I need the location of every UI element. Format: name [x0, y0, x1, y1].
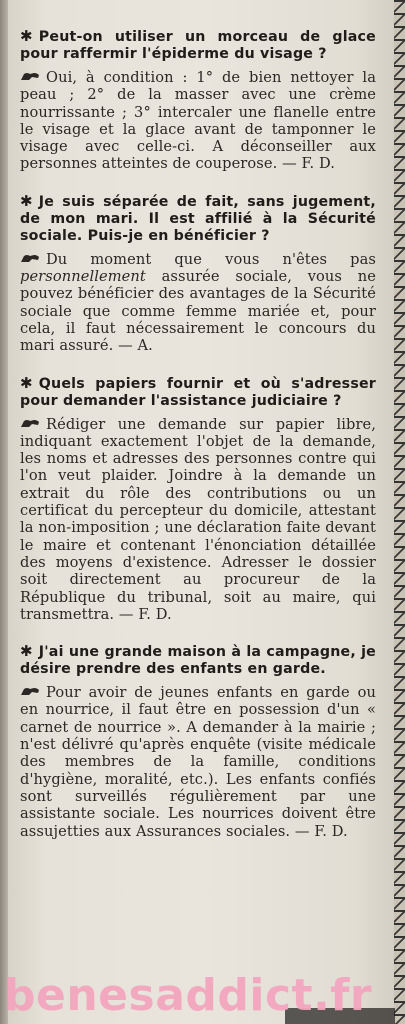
answer-text: assurée sociale, vous ne pouvez bénéficier des avantages de la Sécurité sociale que comme femme mariée et, pour cela, il faut nécessairement le concours du mari assuré. — A. — [20, 268, 376, 355]
watermark: benesaddict.fr — [4, 970, 373, 1021]
star-icon: ✱ — [20, 642, 33, 661]
question — [20, 375, 376, 410]
answer-emphasis: personnellement — [20, 268, 146, 286]
pointing-hand-icon — [20, 687, 40, 696]
star-icon: ✱ — [20, 27, 33, 45]
question-text: Je suis séparée de fait, sans jugement, de mon mari. Il est affilié à la Sécurité sociale. Puis-je en bénéficier ? — [20, 193, 376, 244]
star-icon: ✱ — [20, 191, 33, 210]
answer — [20, 251, 376, 355]
question — [20, 28, 376, 63]
qa-column — [20, 28, 376, 860]
qa-item — [20, 643, 376, 840]
question-text: J'ai une grande maison à la campagne, je désire prendre des enfants en garde. — [20, 644, 376, 678]
answer — [20, 684, 376, 840]
torn-edge-decoration — [394, 0, 405, 1024]
answer-text: Pour avoir de jeunes enfants en garde ou en nourrice, il faut être en possession d'un « carnet de nourrice ». A demander à la mairie ; n'est délivré qu'après enquête (visite médicale des membres de la famille, conditions d'hygiène, moralité, etc.). Les enfants confiés sont surveillés régulièrement par une assistante sociale. Les nourrices doivent être assujetties aux Assurances sociales. — F. D. — [20, 684, 376, 840]
pointing-hand-icon — [20, 419, 40, 428]
answer — [20, 69, 376, 173]
question-text: Quels papiers fournir et où s'adresser pour demander l'assistance judiciaire ? — [20, 375, 376, 409]
answer-text: Du moment que vous n'êtes pas — [46, 250, 376, 268]
pointing-hand-icon — [20, 72, 40, 81]
qa-item — [20, 28, 376, 173]
question-text: Peut-on utiliser un morceau de glace pour raffermir l'épiderme du visage ? — [20, 29, 376, 62]
question — [20, 643, 376, 678]
qa-item — [20, 193, 376, 355]
answer — [20, 416, 376, 624]
star-icon: ✱ — [20, 373, 33, 392]
pointing-hand-icon — [20, 254, 40, 263]
qa-item — [20, 375, 376, 624]
question — [20, 193, 376, 245]
page-edge-shadow — [0, 0, 8, 1024]
answer-text: Oui, à condition : 1° de bien nettoyer la peau ; 2° de la masser avec une crème nourrissante ; 3° intercaler une flanelle entre le visage et la glace avant de tamponner le visage avec celle-ci. A déconseiller aux personnes atteintes de couperose. — F. D. — [20, 69, 376, 173]
answer-text: Rédiger une demande sur papier libre, indiquant exactement l'objet de la demande, les noms et adresses des personnes contre qui l'on veut plaider. Joindre à la demande un extrait du rôle des contributions ou un certificat du percepteur du domicile, attestant la non-imposition ; une déclaration faite devant le maire et contenant l'énonciation détaillée des moyens d'existence. Adresser le dossier soit directement au procureur de la République du tribunal, soit au maire, qui transmettra. — F. D. — [20, 415, 376, 623]
